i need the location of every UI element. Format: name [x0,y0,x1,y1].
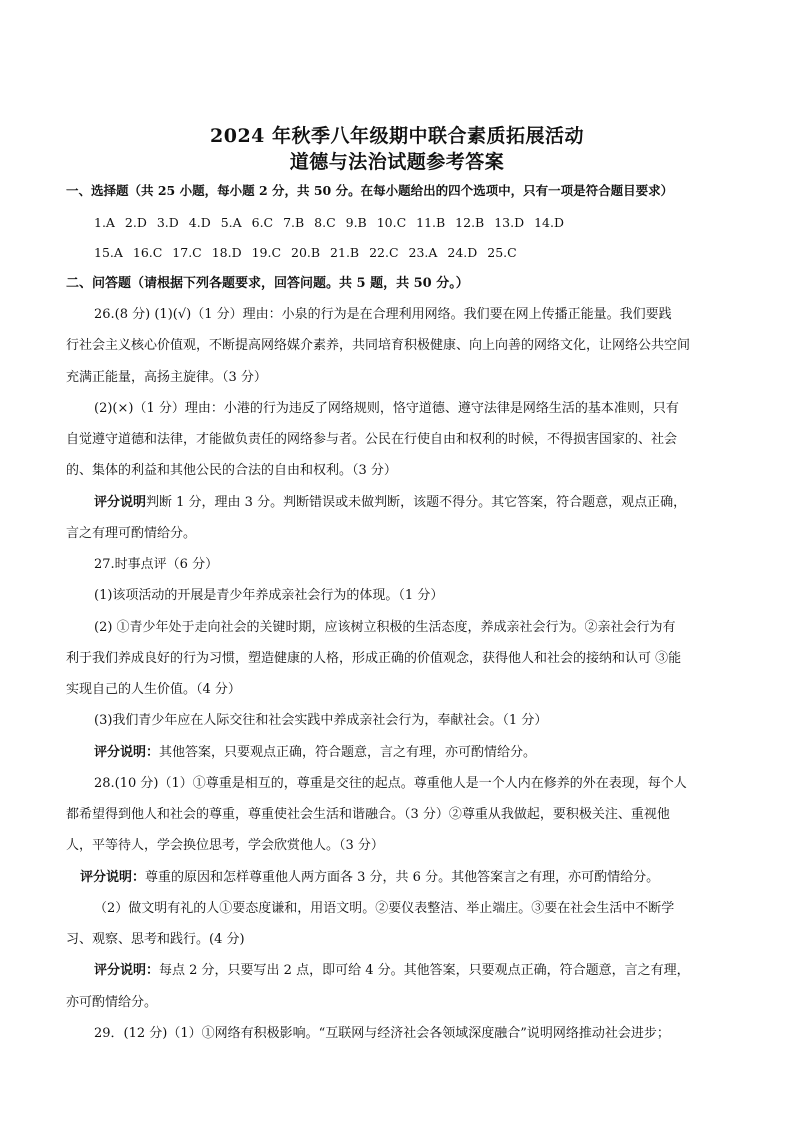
q26-line-6: 的、集体的利益和其他公民的合法的自由和权利。（3 分） [66,463,397,478]
q27-line-4: 实现自己的人生价值。（4 分） [66,682,241,697]
eval-text: 每点 2 分，只要写出 2 点，即可给 4 分。其他答案，只要观点正确，符合题意，言之有理， [159,963,690,978]
q26-line-4: (2)(×)（1 分）理由：小港的行为违反了网络规则，恪守道德、遵守法律是网络生活的基本准则，只有 [94,401,679,416]
q26-eval-line-2: 言之有理可酌情给分。 [66,526,197,541]
doc-title-line1: 2024 年秋季八年级期中联合素质拓展活动 [210,125,584,147]
q26-line-3: 充满正能量，高扬主旋律。（3 分） [66,370,267,385]
q28-eval-line-3: 亦可酌情给分。 [66,995,158,1010]
eval-text: 其他答案，只要观点正确，符合题意，言之有理，亦可酌情给分。 [159,745,537,760]
q26-line-1: 26.(8 分) (1)(√)（1 分）理由：小泉的行为是在合理利用网络。我们要在网上传播正能量。我们要践 [94,307,672,322]
q28-line-1: 28.(10 分)（1）①尊重是相互的，尊重是交往的起点。尊重他人是一个人内在修养的外在表现，每个人 [94,776,687,791]
q27-line-3: 利于我们养成良好的行为习惯，塑造健康的人格，形成正确的价值观念，获得他人和社会的接纳和认可 ③能 [66,651,682,666]
q27-line-2: (2) ①青少年处于走向社会的关键时期，应该树立积极的生活态度，养成亲社会行为。②亲社会行为有 [94,620,676,635]
answers-row-2: 15.A 16.C 17.C 18.D 19.C 20.B 21.B 22.C 23.A 24.D 25.C [94,245,517,260]
section2-heading: 二、问答题（请根据下列各题要求，回答问题。共 5 题，共 50 分。） [66,276,469,291]
q27-line-5: (3)我们青少年应在人际交往和社会实践中养成亲社会行为，奉献社会。（1 分） [94,713,548,728]
q28-eval-line-2 [94,963,690,979]
q26-eval-line [94,495,686,511]
q28-line-3: 人，平等待人，学会换位思考，学会欣赏他人。（3 分） [66,838,384,853]
q28-line-2: 都希望得到他人和社会的尊重，尊重使社会生活和谐融合。（3 分）②尊重从我做起，要积极关注、重视他 [66,807,670,822]
q28-line-4: （2）做文明有礼的人①要态度谦和，用语文明。②要仪表整洁、举止端庄。③要在社会生活中不断学 [94,901,675,916]
eval-text: 尊重的原因和怎样尊重他人两方面各 3 分，共 6 分。其他答案言之有理，亦可酌情给分。 [145,870,660,885]
q27-title: 27.时事点评（6 分） [94,557,219,572]
eval-label: 评分说明 [94,495,147,510]
eval-label: 评分说明： [94,745,160,760]
eval-label: 评分说明： [80,870,146,885]
q27-line-1: (1)该项活动的开展是青少年养成亲社会行为的体现。（1 分） [94,588,444,603]
q27-eval-line [94,745,536,761]
q28-line-5: 习、观察、思考和践行。(4 分) [66,932,245,947]
q28-eval-line [80,870,659,886]
q26-line-2: 行社会主义核心价值观，不断提高网络媒介素养，共同培育积极健康、向上向善的网络文化，让网络公共空间 [66,338,691,353]
section1-heading: 一、选择题（共 25 小题，每小题 2 分，共 50 分。在每小题给出的四个选项中，只有一项是符合题目要求） [66,183,674,198]
q29-line-1: 29．(12 分)（1）①网络有积极影响。“互联网与经济社会各领域深度融合”说明网络推动社会进步； [94,1026,670,1041]
doc-title-line2: 道德与法治试题参考答案 [289,151,505,173]
q26-line-5: 自觉遵守道德和法律，才能做负责任的网络参与者。公民在行使自由和权利的时候，不得损害国家的、社会 [66,432,678,447]
answers-row-1: 1.A 2.D 3.D 4.D 5.A 6.C 7.B 8.C 9.B 10.C 11.B 12.B 13.D 14.D [94,215,564,230]
eval-label: 评分说明： [94,963,160,978]
eval-text: 判断 1 分，理由 3 分。判断错误或未做判断，该题不得分。其它答案，符合题意，观点正确， [146,495,687,510]
